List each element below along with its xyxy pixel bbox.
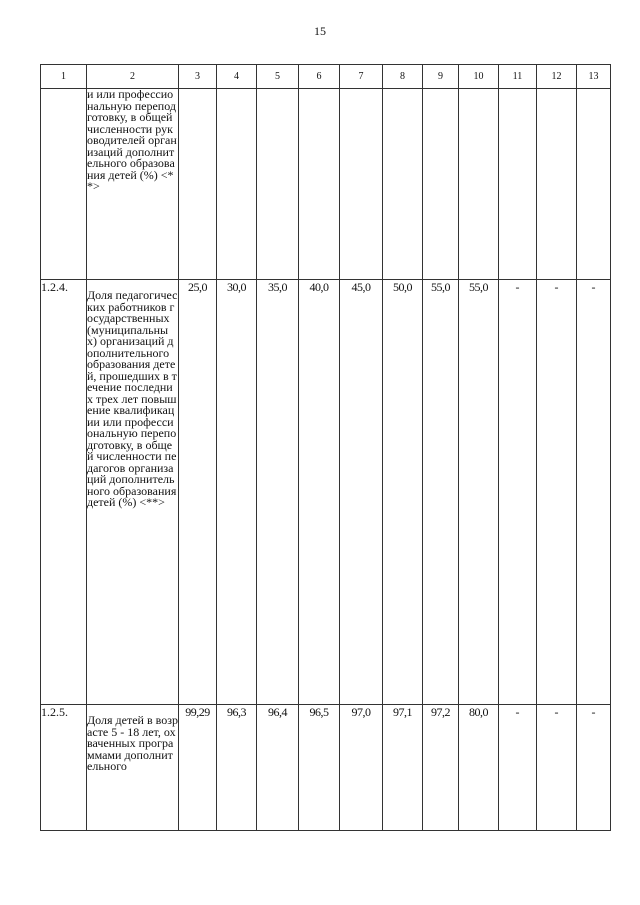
value-cell: 50,0 — [383, 280, 423, 705]
col-header: 6 — [299, 65, 340, 89]
row-id: 1.2.5. — [41, 705, 87, 831]
value-cell: 97,0 — [340, 705, 383, 831]
row-text: Доля педагогических работников государственных (муниципальных) организаций дополнительного образования детей, прошедших в течение последних трех лет повышение квалификации или профессиональную переподготовку, в общей численности педагогов организаций дополнительного образования детей (%) <**> — [87, 280, 179, 705]
value-cell — [217, 89, 257, 280]
col-header: 11 — [499, 65, 537, 89]
value-cell — [577, 89, 611, 280]
value-cell — [299, 89, 340, 280]
value-cell: 35,0 — [257, 280, 299, 705]
value-cell: 96,3 — [217, 705, 257, 831]
value-cell — [179, 89, 217, 280]
table-row — [41, 280, 611, 705]
row-text: Доля детей в возрасте 5 - 18 лет, охваченных программами дополнительного — [87, 705, 179, 831]
col-header: 1 — [41, 65, 87, 89]
col-header: 5 — [257, 65, 299, 89]
col-header: 3 — [179, 65, 217, 89]
value-cell — [423, 89, 459, 280]
value-cell — [459, 89, 499, 280]
row-text: и или профессиональную переподготовку, в общей численности руководителей организаций дополнительного образования детей (%) <**> — [87, 89, 179, 280]
value-cell: 45,0 — [340, 280, 383, 705]
header-row — [41, 65, 611, 89]
value-cell: - — [537, 705, 577, 831]
table-row — [41, 89, 611, 280]
col-header: 7 — [340, 65, 383, 89]
value-cell — [257, 89, 299, 280]
col-header: 10 — [459, 65, 499, 89]
value-cell: - — [499, 280, 537, 705]
value-cell: 40,0 — [299, 280, 340, 705]
col-header: 2 — [87, 65, 179, 89]
value-cell: - — [577, 705, 611, 831]
row-id — [41, 89, 87, 280]
col-header: 4 — [217, 65, 257, 89]
value-cell: 55,0 — [423, 280, 459, 705]
value-cell — [537, 89, 577, 280]
value-cell — [499, 89, 537, 280]
col-header: 12 — [537, 65, 577, 89]
value-cell — [340, 89, 383, 280]
value-cell: 99,29 — [179, 705, 217, 831]
value-cell: - — [537, 280, 577, 705]
value-cell: 55,0 — [459, 280, 499, 705]
indicator-table — [40, 64, 611, 831]
value-cell: 96,4 — [257, 705, 299, 831]
value-cell: - — [499, 705, 537, 831]
value-cell: 96,5 — [299, 705, 340, 831]
value-cell: 97,2 — [423, 705, 459, 831]
col-header: 9 — [423, 65, 459, 89]
value-cell: 97,1 — [383, 705, 423, 831]
value-cell — [383, 89, 423, 280]
value-cell: 80,0 — [459, 705, 499, 831]
value-cell: 25,0 — [179, 280, 217, 705]
row-id: 1.2.4. — [41, 280, 87, 705]
col-header: 8 — [383, 65, 423, 89]
page-number: 15 — [314, 24, 326, 38]
value-cell: 30,0 — [217, 280, 257, 705]
value-cell: - — [577, 280, 611, 705]
col-header: 13 — [577, 65, 611, 89]
table-row — [41, 705, 611, 831]
